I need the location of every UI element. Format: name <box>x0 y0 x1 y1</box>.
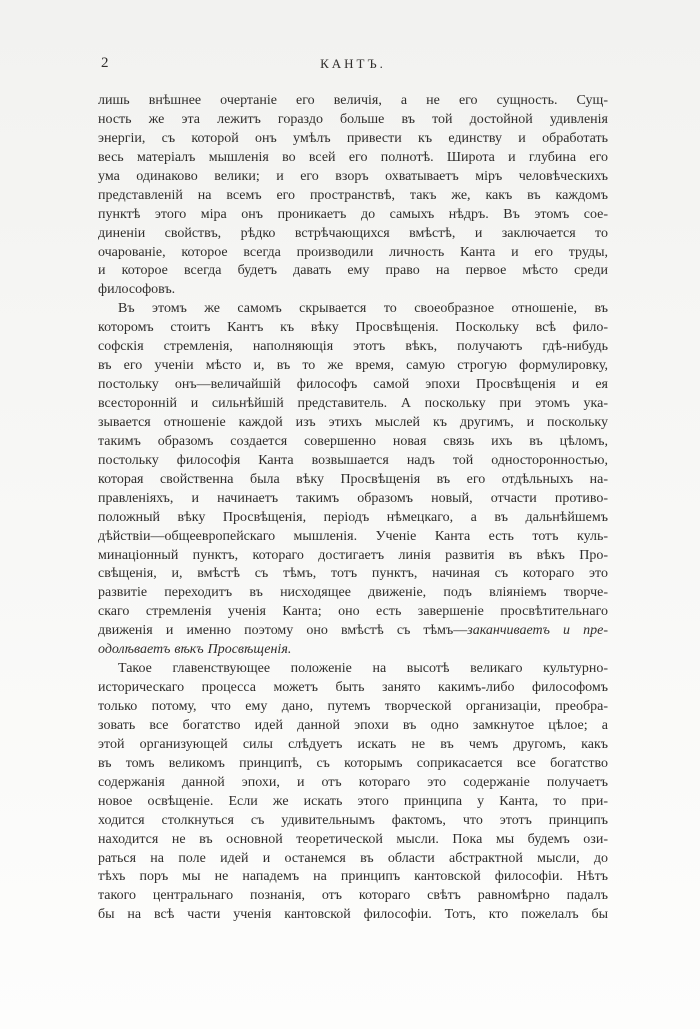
body-text: ума одинаково велики; и его взоръ охватываетъ міръ человѣческихъ <box>98 168 608 184</box>
text-line <box>98 755 608 774</box>
body-text: Въ этомъ же самомъ скрывается то своеобразное отношеніе, въ <box>118 301 608 317</box>
text-line <box>98 736 608 755</box>
page-header <box>98 54 608 74</box>
text-line <box>98 300 608 319</box>
text-line <box>98 906 608 925</box>
body-text: представленій на всемъ его пространствѣ, такъ же, какъ въ каждомъ <box>98 187 608 203</box>
text-line <box>98 244 608 263</box>
text-line <box>98 433 608 452</box>
text-line <box>98 850 608 869</box>
text-line <box>98 679 608 698</box>
body-text: этой организующей силы слѣдуетъ искать не въ чемъ другомъ, какъ <box>98 736 608 752</box>
body-text: ходится столкнуться съ удивительнымъ фактомъ, что этотъ принципъ <box>98 812 608 828</box>
text-line <box>98 130 608 149</box>
text-line <box>98 565 608 584</box>
text-line <box>98 414 608 433</box>
text-line <box>98 641 608 660</box>
body-text: содержанія данной эпохи, и отъ котораго это содержаніе получаетъ <box>98 774 608 790</box>
body-text: дѣйствіи—общеевропейскаго мышленія. Ученіе Канта есть тотъ куль- <box>98 528 608 544</box>
body-text: такого центральнаго познанія, отъ котораго свѣтъ равномѣрно падалъ <box>98 888 608 904</box>
text-line <box>98 887 608 906</box>
text-line <box>98 92 608 111</box>
body-text: которая свойственна была вѣку Просвѣщенія въ его отдѣльныхъ на- <box>98 471 608 487</box>
text-line <box>98 660 608 679</box>
body-text: правленіяхъ, и начинаетъ такимъ образомъ новый, отчасти противо- <box>98 490 608 506</box>
body-text: философовъ. <box>98 282 176 298</box>
text-block <box>98 92 608 925</box>
text-line <box>98 528 608 547</box>
body-text: въ его ученіи мѣсто и, въ то же время, самую строгую формулировку, <box>98 358 608 374</box>
body-text: въ томъ великомъ принципѣ, съ которымъ соприкасается все богатство <box>98 755 608 771</box>
body-text: бы на всѣ части ученія кантовской философіи. Тотъ, кто пожелалъ бы <box>98 907 608 923</box>
body-text: скаго стремленія ученія Канта; оно есть завершеніе просвѣтительнаго <box>98 604 608 620</box>
body-text: движенія и именно поэтому оно вмѣстѣ съ тѣмъ— <box>98 623 468 639</box>
running-title: КАНТЪ. <box>320 56 386 71</box>
text-line <box>98 319 608 338</box>
body-text: пунктѣ этого міра онъ проникаетъ до самыхъ нѣдръ. Въ этомъ сое- <box>98 206 608 222</box>
emphasized-text: одолѣваетъ вѣкъ Просвѣщенія. <box>98 642 292 658</box>
body-text: зывается отношеніе каждой изъ этихъ мыслей къ другимъ, и поскольку <box>98 414 608 430</box>
text-line <box>98 376 608 395</box>
body-text: весь матеріалъ мышленія во всей его полнотѣ. Широта и глубина его <box>98 149 608 165</box>
body-text: постольку философія Канта возвышается надъ той односторонностью, <box>98 452 608 468</box>
text-line <box>98 490 608 509</box>
body-text: софскія стремленія, наполняющія этотъ вѣкъ, получаютъ гдѣ-нибудь <box>98 339 608 355</box>
text-line <box>98 338 608 357</box>
body-text: постольку онъ—величайшій философъ самой эпохи Просвѣщенія и ея <box>98 377 608 393</box>
body-text: диненіи свойствъ, рѣдко встрѣчающихся вмѣстѣ, и заключается то <box>98 225 608 241</box>
emphasized-text: заканчиваетъ и пре- <box>467 623 608 639</box>
text-line <box>98 187 608 206</box>
body-text: тѣхъ поръ мы не нападемъ на принципъ кантовской философіи. Нѣтъ <box>98 869 608 885</box>
body-text: развитіе переходитъ въ нисходящее движеніе, подъ вліяніемъ творче- <box>98 585 608 601</box>
text-line <box>98 281 608 300</box>
text-line <box>98 395 608 414</box>
body-text: положный вѣку Просвѣщенія, періодъ нѣмецкаго, а въ дальнѣйшемъ <box>98 509 608 525</box>
body-text: и которое всегда будетъ давать ему право на первое мѣсто среди <box>98 263 608 279</box>
body-text: очарованіе, которое всегда производили личность Канта и его труды, <box>98 244 608 260</box>
text-line <box>98 452 608 471</box>
text-line <box>98 206 608 225</box>
body-text: только потому, что ему дано, путемъ творческой организаціи, преобра- <box>98 699 608 714</box>
text-line <box>98 584 608 603</box>
body-text: которомъ стоитъ Кантъ къ вѣку Просвѣщенія. Поскольку всѣ фило- <box>98 320 608 336</box>
text-line <box>98 225 608 244</box>
body-text: всесторонній и сильнѣйшій представитель. А поскольку при этомъ ука- <box>98 396 608 411</box>
text-line <box>98 831 608 850</box>
text-line <box>98 149 608 168</box>
text-line <box>98 168 608 187</box>
body-text: раться на поле идей и останемся въ области абстрактной мысли, до <box>98 850 608 866</box>
body-text: минаціонный пунктъ, котораго достигаетъ линія развитія въ вѣкъ Про- <box>98 547 608 563</box>
text-line <box>98 622 608 641</box>
body-text: новое освѣщеніе. Если же искать этого принципа у Канта, то при- <box>98 793 608 809</box>
body-text: свѣщенія, и, вмѣстѣ съ тѣмъ, тотъ пунктъ, начиная съ котораго это <box>98 566 608 582</box>
text-line <box>98 868 608 887</box>
text-line <box>98 698 608 717</box>
body-text: зовать все богатство идей данной эпохи въ одно замкнутое цѣлое; а <box>98 717 608 733</box>
text-line <box>98 262 608 281</box>
body-text: такимъ образомъ создается совершенно новая связь ихъ въ цѣломъ, <box>98 433 608 449</box>
body-text: находится не въ основной теоретической мысли. Пока мы будемъ ози- <box>98 831 608 847</box>
text-line <box>98 509 608 528</box>
text-line <box>98 774 608 793</box>
body-text: Такое главенствующее положеніе на высотѣ великаго культурно- <box>118 661 608 677</box>
text-line <box>98 793 608 812</box>
text-line <box>98 547 608 566</box>
text-line <box>98 111 608 130</box>
body-text: энергіи, съ которой онъ умѣлъ привести къ единству и обработать <box>98 130 608 146</box>
text-line <box>98 357 608 376</box>
text-line <box>98 717 608 736</box>
body-text: лишь внѣшнее очертаніе его величія, а не его сущность. Сущ- <box>98 93 608 108</box>
text-line <box>98 471 608 490</box>
text-line <box>98 812 608 831</box>
text-line <box>98 603 608 622</box>
body-text: историческаго процесса можетъ быть занято какимъ-либо философомъ <box>98 680 608 696</box>
page-number: 2 <box>101 55 109 71</box>
body-text: ность же эта лежитъ гораздо больше въ той достойной удивленія <box>98 111 608 127</box>
